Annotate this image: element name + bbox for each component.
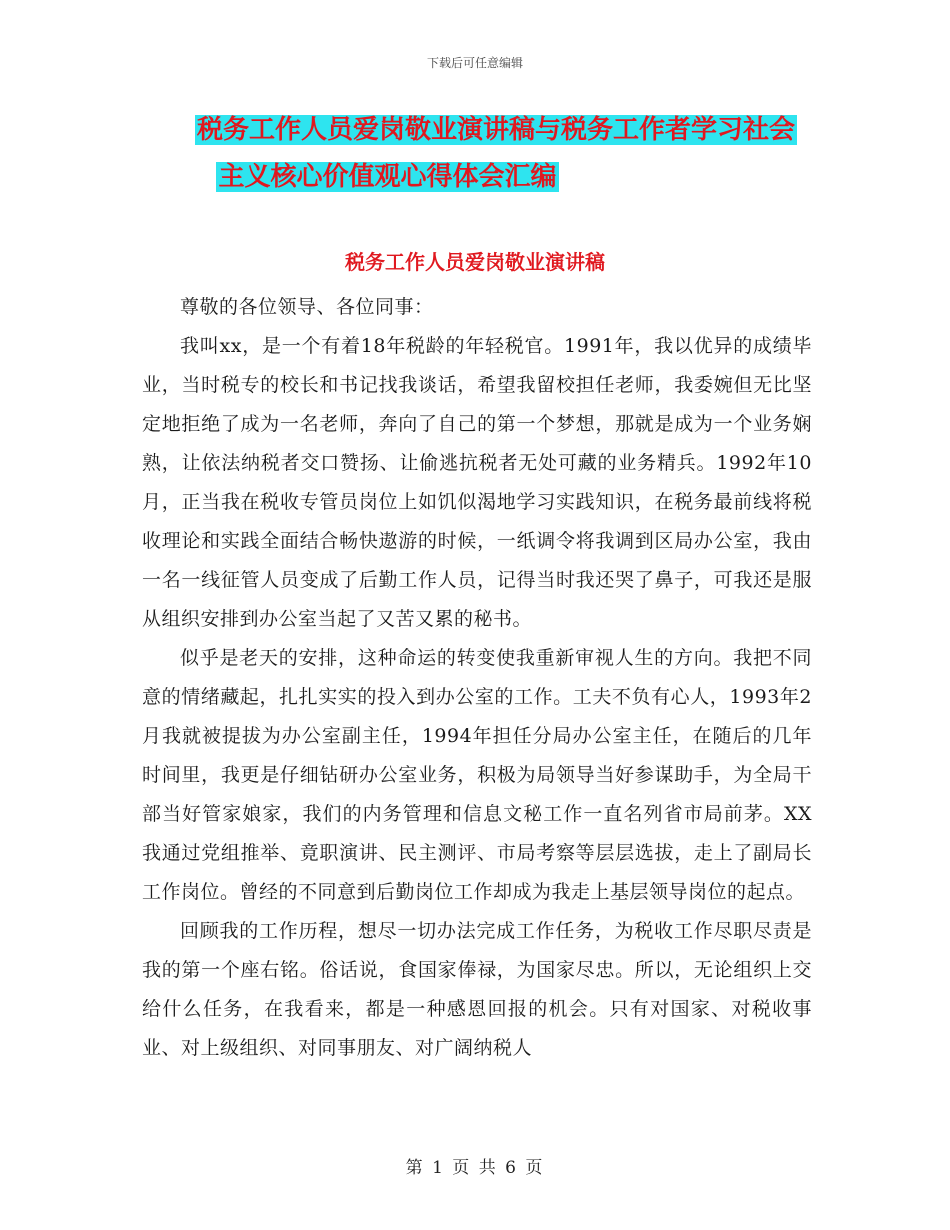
- document-title-line-2: [0, 155, 950, 199]
- section-title: 税务工作人员爱岗敬业演讲稿: [345, 250, 605, 274]
- document-title-text-1: 税务工作人员爱岗敬业演讲稿与税务工作者学习社会: [196, 115, 795, 145]
- page-number-footer: 第 1 页 共 6 页: [405, 1158, 545, 1178]
- body-paragraph: 我叫xx，是一个有着18年税龄的年轻税官。1991年，我以优异的成绩毕业，当时税专的校长和书记找我谈话，希望我留校担任老师，我委婉但无比坚定地拒绝了成为一名老师，奔向了自己的第一个梦想，那就是成为一个业务娴熟，让依法纳税者交口赞扬、让偷逃抗税者无处可藏的业务精兵。1992年10月，正当我在税收专管员岗位上如饥似渴地学习实践知识，在税务最前线将税收理论和实践全面结合畅快遨游的时候，一纸调令将我调到区局办公室，我由一名一线征管人员变成了后勤工作人员，记得当时我还哭了鼻子，可我还是服从组织安排到办公室当起了又苦又累的秘书。: [142, 335, 812, 630]
- document-title-text-2: 主义核心价值观心得体会汇编: [218, 162, 557, 192]
- document-title-line-1: [0, 108, 950, 152]
- document-body: [142, 288, 812, 1068]
- body-paragraph: 回顾我的工作历程，想尽一切办法完成工作任务，为税收工作尽职尽责是我的第一个座右铭。俗话说，食国家俸禄，为国家尽忠。所以，无论组织上交给什么任务，在我看来，都是一种感恩回报的机会。只有对国家、对税收事业、对上级组织、对同事朋友、对广阔纳税人: [142, 920, 812, 1059]
- salutation-paragraph: 尊敬的各位领导、各位同事：: [180, 296, 434, 318]
- page-header-note: 下载后可任意编辑: [426, 56, 523, 70]
- body-paragraph: 似乎是老天的安排，这种命运的转变使我重新审视人生的方向。我把不同意的情绪藏起，扎扎实实的投入到办公室的工作。工夫不负有心人，1993年2月我就被提拔为办公室副主任，1994年担任分局办公室主任，在随后的几年时间里，我更是仔细钻研办公室业务，积极为局领导当好参谋助手，为全局干部当好管家娘家，我们的内务管理和信息文秘工作一直名列省市局前茅。XX我通过党组推举、竟职演讲、民主测评、市局考察等层层选拔，走上了副局长工作岗位。曾经的不同意到后勤岗位工作却成为我走上基层领导岗位的起点。: [142, 647, 812, 903]
